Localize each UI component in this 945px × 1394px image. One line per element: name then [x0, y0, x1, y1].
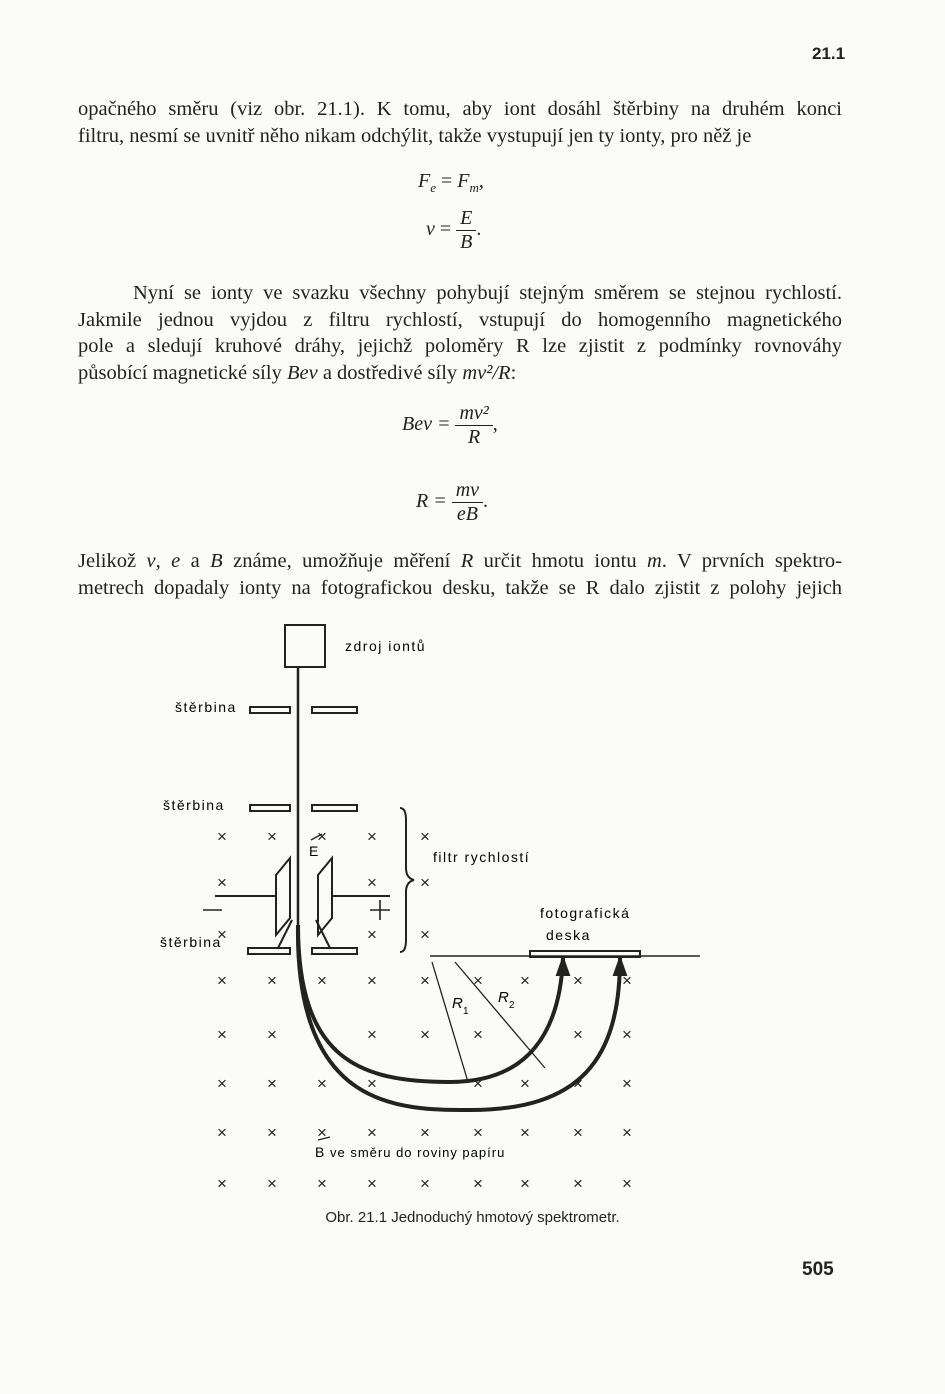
field-cross: ×: [217, 873, 227, 892]
r1-label: R: [452, 995, 463, 1012]
field-cross: ×: [520, 1123, 530, 1142]
field-cross: ×: [420, 1123, 430, 1142]
field-cross: ×: [217, 1174, 227, 1193]
page-number: 505: [802, 1259, 834, 1280]
slit-3-left: [248, 948, 290, 954]
field-cross: ×: [367, 1025, 377, 1044]
field-cross: ×: [473, 971, 483, 990]
field-cross: ×: [317, 1123, 327, 1142]
text-line: Jakmile jednou vyjdou z filtru rychlostí, vstupují do homogenního magnetického: [78, 308, 842, 331]
field-cross: ×: [622, 1025, 632, 1044]
fraction: $\frac{\text{mv²}}{R}$: [455, 402, 492, 449]
capacitor-plate-right: [318, 858, 332, 935]
slit-1-left: [250, 707, 290, 713]
field-cross: ×: [520, 1074, 530, 1093]
field-cross: ×: [420, 827, 430, 846]
field-cross: ×: [573, 1174, 583, 1193]
sub-m: m: [469, 180, 479, 195]
plate-label-1: fotografická: [540, 905, 631, 921]
equals: =: [441, 170, 453, 192]
slit-2-left: [250, 805, 290, 811]
r1-sub: 1: [463, 1006, 469, 1017]
field-cross: ×: [573, 971, 583, 990]
field-cross: ×: [473, 1123, 483, 1142]
capacitor-plate-left: [276, 858, 290, 935]
field-cross: ×: [367, 925, 377, 944]
field-crosses: [217, 827, 632, 1193]
field-cross: ×: [573, 1074, 583, 1093]
sub-e: e: [430, 180, 436, 195]
field-cross: ×: [317, 827, 327, 846]
field-cross: ×: [473, 1025, 483, 1044]
field-cross: ×: [473, 1074, 483, 1093]
slit-1-label: štěrbina: [175, 699, 237, 715]
slit-1-right: [312, 707, 357, 713]
arrowhead-1: [557, 958, 569, 975]
field-cross: ×: [317, 1074, 327, 1093]
field-cross: ×: [367, 873, 377, 892]
field-cross: ×: [573, 1025, 583, 1044]
text-line: Jelikož v, e a B známe, umožňuje měření R určit hmotu iontu m. V prvních spektro-: [78, 550, 843, 572]
fraction: $\frac{mv}{eB}$: [452, 479, 483, 526]
field-cross: ×: [267, 1074, 277, 1093]
field-cross: ×: [267, 971, 277, 990]
field-cross: ×: [267, 1025, 277, 1044]
filter-brace: [400, 808, 414, 952]
field-cross: ×: [317, 1174, 327, 1193]
field-cross: ×: [622, 1174, 632, 1193]
field-cross: ×: [217, 1123, 227, 1142]
text-line: Nyní se ionty ve svazku všechny pohybují stejným směrem se stejnou rychlostí.: [133, 282, 842, 304]
fraction: $\frac{E}{B}$: [456, 207, 476, 254]
field-cross: ×: [520, 1174, 530, 1193]
ion-source-box: [285, 625, 325, 667]
equation-v: v = $\frac{E}{B}$ .: [426, 207, 482, 253]
text-line: pole a sledují kruhové dráhy, jejichž poloměry R lze zjistit z podmínky rovnováhy: [78, 335, 842, 357]
comma: ,: [478, 170, 484, 192]
field-cross: ×: [367, 827, 377, 846]
e-label: E: [309, 843, 319, 859]
b-text: ve směru do roviny papíru: [330, 1145, 506, 1160]
field-cross: ×: [622, 1074, 632, 1093]
field-cross: ×: [367, 1174, 377, 1193]
photographic-plate: [530, 951, 640, 957]
field-cross: ×: [622, 971, 632, 990]
slit-2-right: [312, 805, 357, 811]
field-cross: ×: [420, 925, 430, 944]
slit-3-label: štěrbina: [160, 934, 222, 950]
field-cross: ×: [267, 827, 277, 846]
filter-label: filtr rychlostí: [433, 849, 531, 865]
field-cross: ×: [420, 873, 430, 892]
equation-bev: Bev = $\frac{\text{mv²}}{R}$ ,: [402, 402, 498, 448]
var-f: F: [418, 170, 431, 192]
text-line: filtru, nesmí se uvnitř něho nikam odchýlit, takže vystupují jen ty ionty, pro něž je: [78, 124, 752, 147]
field-cross: ×: [473, 1174, 483, 1193]
field-cross: ×: [367, 971, 377, 990]
field-cross: ×: [217, 1025, 227, 1044]
field-cross: ×: [267, 1174, 277, 1193]
field-cross: ×: [217, 1074, 227, 1093]
equation-r: R = $\frac{mv}{eB}$ .: [416, 479, 489, 525]
text-line: působící magnetické síly Bev a dostředivé síly mv²/R:: [78, 361, 517, 384]
field-cross: ×: [420, 1174, 430, 1193]
field-cross: ×: [420, 1025, 430, 1044]
field-cross: ×: [217, 971, 227, 990]
r2-sub: 2: [509, 1000, 515, 1011]
slit-3-right: [312, 948, 357, 954]
r2-label: R: [498, 989, 509, 1006]
section-number: 21.1: [812, 44, 846, 63]
field-cross: ×: [420, 971, 430, 990]
field-cross: ×: [573, 1123, 583, 1142]
figure-caption: Obr. 21.1 Jednoduchý hmotový spektrometr.: [325, 1209, 620, 1226]
field-cross: ×: [367, 1123, 377, 1142]
plate-label-2: deska: [546, 927, 591, 943]
field-cross: ×: [217, 827, 227, 846]
slit-2-label: štěrbina: [163, 797, 225, 813]
field-cross: ×: [217, 925, 227, 944]
text-line: opačného směru (viz obr. 21.1). K tomu, aby iont dosáhl štěrbiny na druhém konci: [78, 98, 842, 120]
var-f: F: [457, 170, 470, 192]
var-v: v: [426, 218, 435, 241]
field-cross: ×: [622, 1123, 632, 1142]
source-label: zdroj iontů: [345, 638, 427, 654]
text-line: metrech dopadaly ionty na fotografickou desku, takže se R dalo zjistit z polohy jejich: [78, 576, 842, 599]
field-cross: ×: [317, 971, 327, 990]
field-cross: ×: [367, 1074, 377, 1093]
b-label: B: [315, 1144, 325, 1160]
radius-1: [432, 962, 468, 1082]
field-cross: ×: [267, 1123, 277, 1142]
field-cross: ×: [520, 971, 530, 990]
